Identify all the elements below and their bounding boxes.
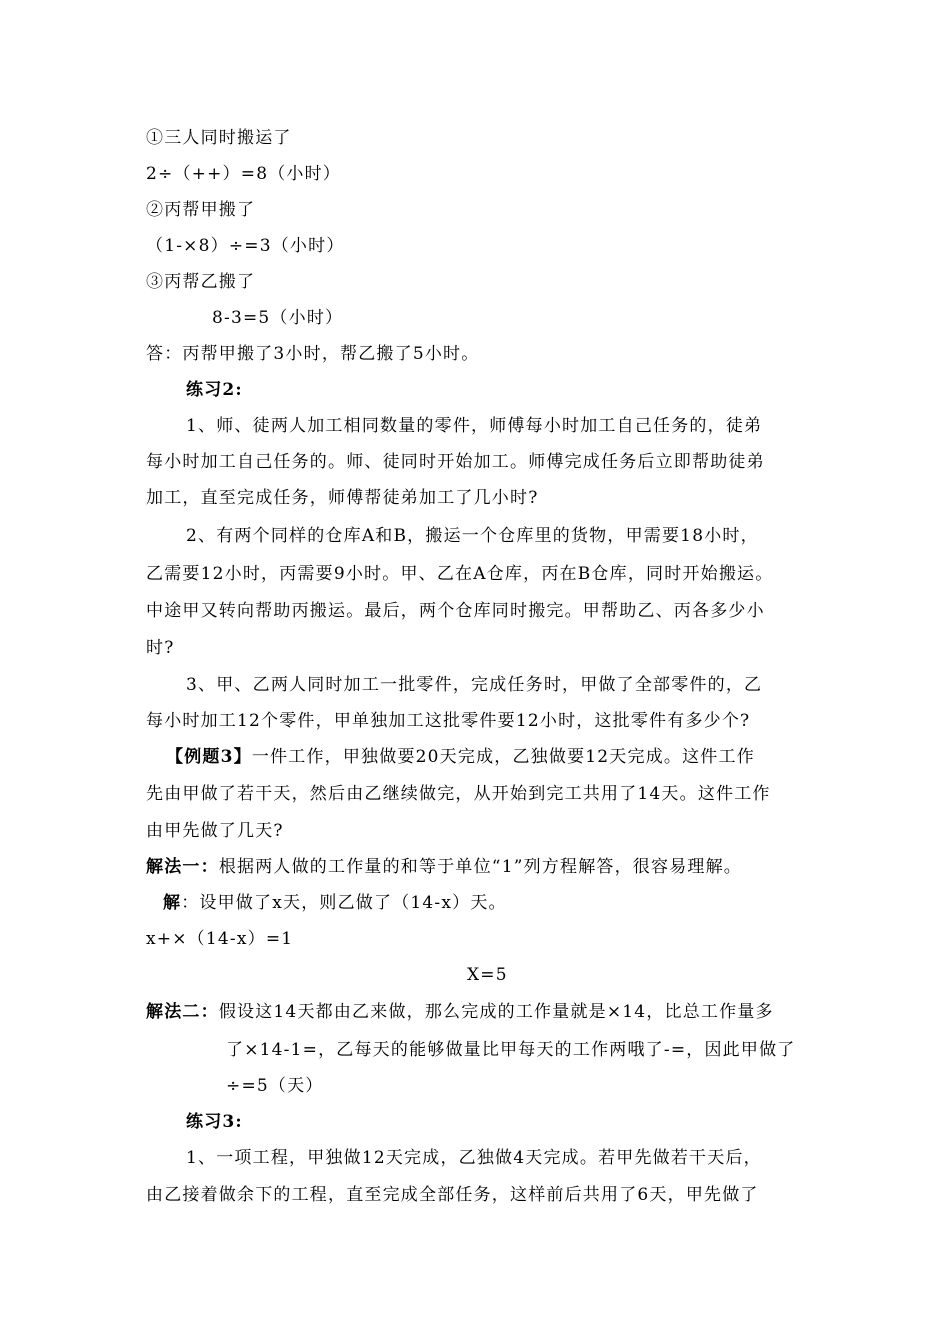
problem-line: 加工，直至完成任务，师傅帮徒弟加工了几小时? [146,488,539,508]
answer-line: 答：丙帮甲搬了3小时，帮乙搬了5小时。 [146,344,480,364]
formula-line: （1-×8）÷=3（小时） [146,236,345,256]
problem-line: 1、一项工程，甲独做12天完成，乙独做4天完成。若甲先做若干天后， [186,1148,762,1168]
solution-line [163,892,507,914]
example-line [166,746,755,768]
problem-line: 中途甲又转向帮助丙搬运。最后，两个仓库同时搬完。甲帮助乙、丙各多少小 [146,601,765,621]
solution-text: ：设甲做了x天，则乙做了（14-x）天。 [181,893,507,913]
problem-line: 1、师、徒两人加工相同数量的零件，师傅每小时加工自己任务的，徒弟 [186,416,763,436]
method-two-line [146,1001,774,1023]
problem-line: 每小时加工自己任务的。师、徒同时开始加工。师傅完成任务后立即帮助徒弟 [146,452,765,472]
text-line: ①三人同时搬运了 [146,128,292,148]
exercise-heading: 练习3: [186,1112,243,1132]
solution-label: 解 [163,893,182,913]
problem-line: 每小时加工12个零件，甲单独加工这批零件要12小时，这批零件有多少个? [146,711,751,731]
method-one-text: 根据两人做的工作量的和等于单位“1”列方程解答，很容易理解。 [218,857,743,877]
problem-line: 3、甲、乙两人同时加工一批零件，完成任务时，甲做了全部零件的，乙 [186,675,763,695]
problem-line: 时? [146,638,175,658]
text-line: ③丙帮乙搬了 [146,272,256,292]
example-label: 【例题3】 [166,747,252,767]
text-line: ②丙帮甲搬了 [146,200,256,220]
method-two-line: 了×14-1=，乙每天的能够做量比甲每天的工作两哦了-=，因此甲做了 [226,1040,796,1060]
formula-line: x+×（14-x）=1 [146,929,294,949]
exercise-heading: 练习2: [186,380,243,400]
method-two-text: 假设这14天都由乙来做，那么完成的工作量就是×14，比总工作量多 [218,1002,774,1022]
problem-line: 乙需要12小时，丙需要9小时。甲、乙在A仓库，丙在B仓库，同时开始搬运。 [146,564,774,584]
example-line: 先由甲做了若干天，然后由乙继续做完，从开始到完工共用了14天。这件工作 [146,784,771,804]
formula-result: X=5 [467,965,508,985]
formula-line: 8-3=5（小时） [212,308,344,328]
method-one-line [146,856,742,878]
method-two-label: 解法二： [146,1002,219,1022]
example-line: 由甲先做了几天? [146,821,284,841]
example-text: 一件工作，甲独做要20天完成，乙独做要12天完成。这件工作 [251,747,755,767]
method-one-label: 解法一： [146,857,219,877]
problem-line: 2、有两个同样的仓库A和B，搬运一个仓库里的货物，甲需要18小时， [186,526,759,546]
problem-line: 由乙接着做余下的工程，直至完成全部任务，这样前后共用了6天，甲先做了 [146,1185,759,1205]
formula-line: 2÷（++）=8（小时） [146,164,342,184]
method-two-line: ÷=5（天） [226,1076,324,1096]
